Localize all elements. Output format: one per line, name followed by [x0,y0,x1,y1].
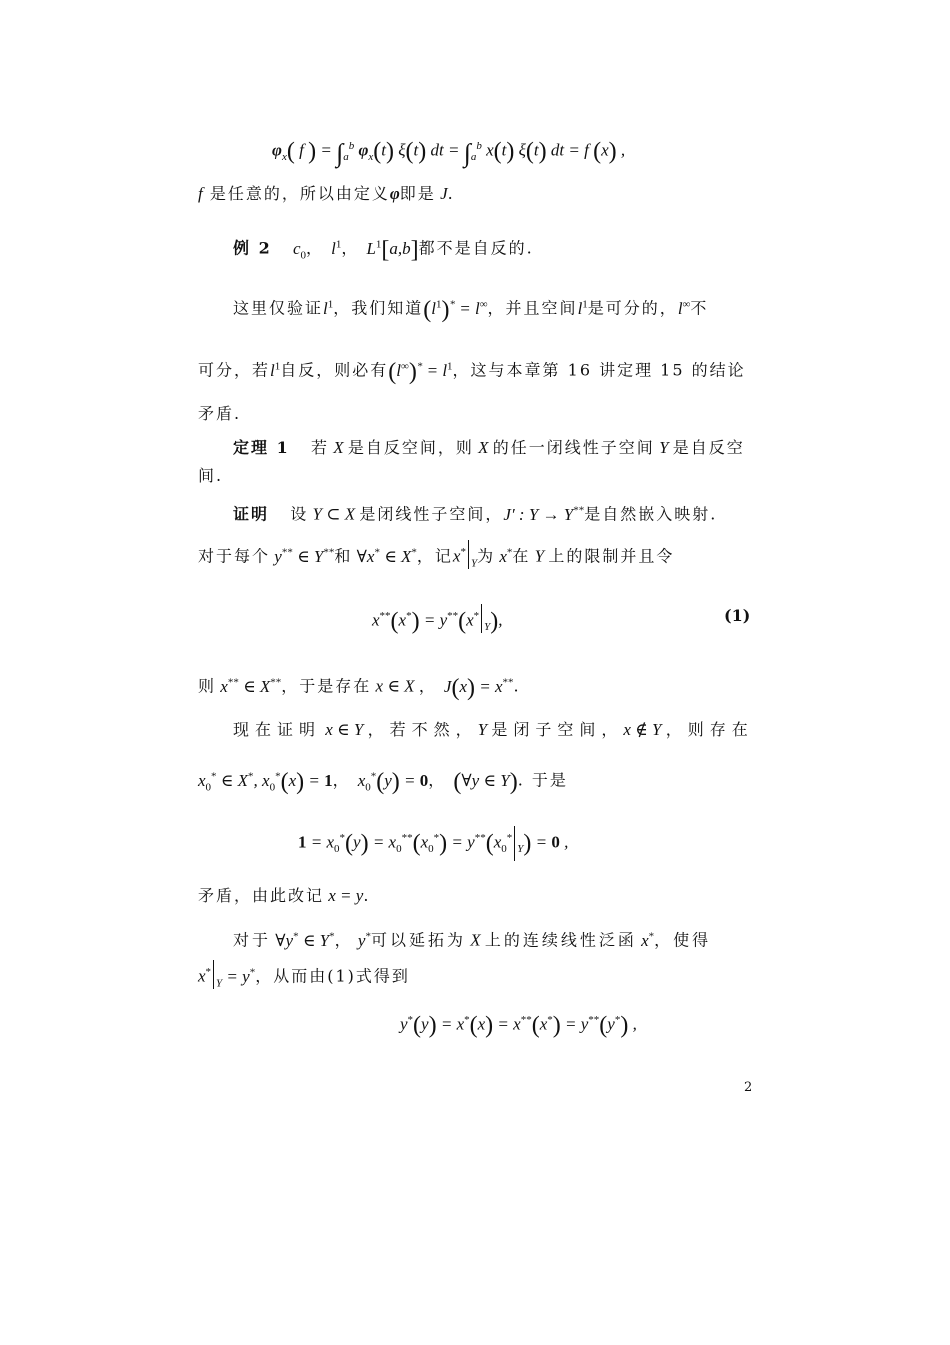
page-number: 2 [744,1080,753,1095]
equation-phi-f: $\varphi_x$( f ) = $\int_a^b$ $\varphi_x(t)$ ξ(t) dt = $\int_a^b$ x(t) ξ(t) dt = f (x) , [272,138,626,168]
example-label: 例 2 [233,238,272,258]
theorem-label: 定理 1 [233,438,290,457]
example-2: 例 2 $c_0$， $l^1$， $L^1[a,b]$都不是自反的. [233,236,534,263]
text-line-14: 对于 ∀y* ∈ Y*， y*可以延拓为 X 上的连续线性泛函 x*，使得 [233,930,712,950]
equation-final: y*(y) = x*(x) = x**(x*) = y**(y*) , [400,1012,637,1039]
theorem-1: 定理 1 若 X 是自反空间，则 X 的任一闭线性子空间 Y 是自反空 [233,438,745,457]
proof-label: 证明 [233,504,270,524]
equation-1: $x^{**}(x^*) = y^{**}(x^*_Y)$, [372,604,503,639]
text-line-p2: 可分，若$l^1$自反，则必有$(l^\infty)^* = l^1$，这与本章第 16 讲定理 15 的结论 [198,358,746,385]
equation-contradiction: $1 = x_0^*(y) = x_0^{**}(x_0^*) = y^{**}(x_0^*_Y) = 0$ , [298,826,568,861]
text-line-p1: 这里仅验证$l^1$，我们知道$(l^1)^* = l^\infty$，并且空间$l^1$是可分的，l∞不 [233,296,709,323]
proof-line-2: 对于每个 y** ∈ Y**和 ∀x* ∈ X*，记$x^*_Y$为 x*在 Y 上的限制并且令 [198,540,674,575]
equation-number: (1) [724,606,751,625]
text-line-9: 则 x** ∈ X**，于是存在 x ∈ X ， J(x) = x**. [198,674,521,701]
text-line-2: f 是任意的，所以由定义φ即是 J. [198,184,455,203]
proof-line-1: 证明 设 Y ⊂ X 是闭线性子空间，J′ : Y → Y**是自然嵌入映射. [233,504,718,524]
text-line-13: 矛盾，由此改记 x = y. [198,886,371,905]
theorem-1-cont: 间. [198,466,224,485]
text-line-11: $x_0^*$ ∈ X*, $x_0^*(x) = 1$， $x_0^*(y) = 0$， (∀y ∈ Y). 于是 [198,768,568,795]
text-line-p3: 矛盾. [198,404,242,423]
text-line-15: $x^*_Y = y^*$，从而由(1)式得到 [198,960,410,995]
text-line-10: 现在证明 x ∈ Y ，若不然，Y 是闭子空间，x ∉ Y ，则存在 [233,720,754,739]
